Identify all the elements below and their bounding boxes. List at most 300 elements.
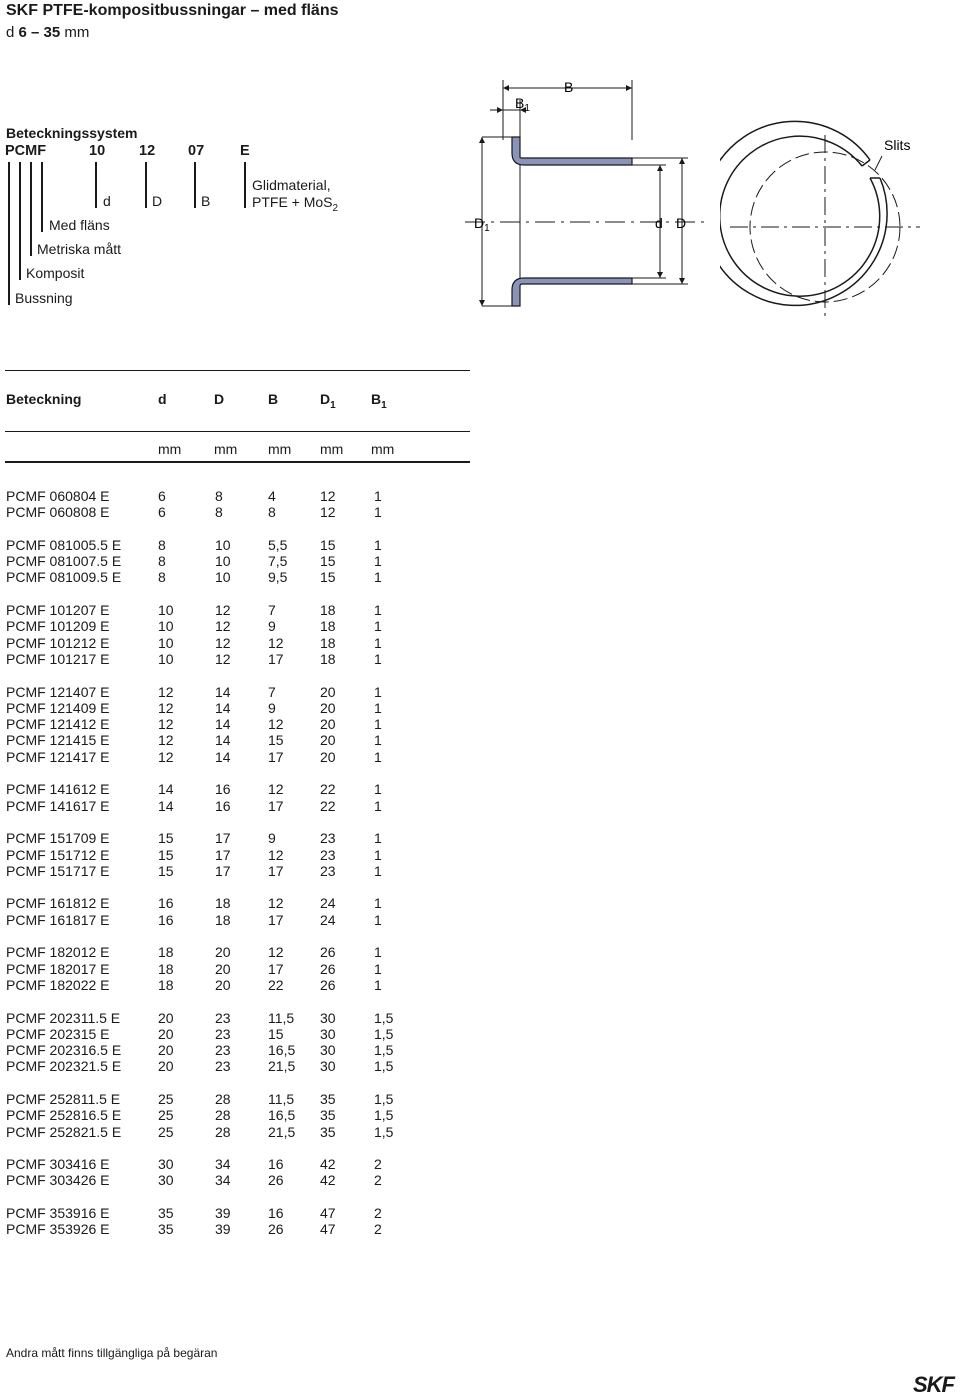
cell-d: 10: [158, 602, 174, 619]
cell-designation: PCMF 121409 E: [6, 699, 110, 716]
cell-d: 18: [158, 960, 174, 977]
cell-B: 12: [268, 634, 284, 651]
cell-d: 12: [158, 683, 174, 700]
cell-B: 22: [268, 976, 284, 993]
cell-B1: 2: [374, 1205, 382, 1222]
cell-D1: 20: [320, 699, 336, 716]
cell-D: 14: [215, 699, 231, 716]
col-header-designation: Beteckning: [6, 391, 82, 407]
cell-B1: 1: [374, 732, 382, 749]
cell-d: 10: [158, 650, 174, 667]
table-row: [6, 569, 393, 585]
cell-B: 7,5: [268, 553, 288, 570]
cell-D: 18: [215, 895, 231, 912]
table-row: [6, 895, 393, 911]
cell-D1: 15: [320, 569, 336, 586]
cell-D1: 20: [320, 748, 336, 765]
cell-D1: 23: [320, 846, 336, 863]
cell-designation: PCMF 161817 E: [6, 911, 110, 928]
cell-D: 14: [215, 683, 231, 700]
cell-D: 23: [215, 1058, 231, 1075]
label-composite: Komposit: [26, 265, 85, 281]
table-row: [6, 847, 393, 863]
table-top-rule: [5, 370, 470, 371]
cell-D1: 42: [320, 1156, 336, 1173]
cell-designation: PCMF 121415 E: [6, 732, 110, 749]
table-row: [6, 1010, 393, 1026]
cell-designation: PCMF 101217 E: [6, 650, 110, 667]
label-D: D: [152, 193, 163, 209]
unit-B1: mm: [371, 441, 395, 457]
code-B: 07: [188, 143, 205, 159]
cell-d: 18: [158, 976, 174, 993]
unit-D1: mm: [320, 441, 344, 457]
cell-D1: 18: [320, 650, 336, 667]
drawing-label-D: D: [676, 215, 687, 231]
cell-designation: PCMF 353916 E: [6, 1205, 110, 1222]
group-spacer: [6, 1140, 393, 1156]
table-row: [6, 732, 393, 748]
cell-B1: 1: [374, 602, 382, 619]
drawing-label-slit: Slits: [884, 137, 911, 153]
table-row: [6, 537, 393, 553]
table-row: [6, 651, 393, 667]
cell-D1: 24: [320, 895, 336, 912]
cell-B1: 1: [374, 553, 382, 570]
bushing-line: [8, 162, 10, 305]
cell-D: 39: [215, 1205, 231, 1222]
col-header-B1: [371, 391, 387, 411]
cell-B: 26: [268, 1172, 284, 1189]
cell-B1: 1: [374, 683, 382, 700]
cell-B1: 1: [374, 846, 382, 863]
cell-designation: PCMF 101207 E: [6, 602, 110, 619]
cell-D: 10: [215, 553, 231, 570]
code-prefix: PCMF: [5, 143, 47, 159]
cell-designation: PCMF 081007.5 E: [6, 553, 122, 570]
cell-D1: 22: [320, 797, 336, 814]
cell-D: 20: [215, 960, 231, 977]
unit-d: mm: [158, 441, 182, 457]
cell-d: 25: [158, 1123, 174, 1140]
cell-D: 17: [215, 846, 231, 863]
cell-d: 12: [158, 699, 174, 716]
label-material: Glidmaterial,: [252, 177, 331, 193]
flange-line: [41, 162, 43, 232]
label-material-2: [252, 194, 338, 214]
cell-designation: PCMF 151717 E: [6, 862, 110, 879]
page-subtitle: [6, 24, 89, 41]
cell-designation: PCMF 151712 E: [6, 846, 110, 863]
cell-B: 12: [268, 781, 284, 798]
material-subscript: 2: [332, 202, 339, 214]
cell-d: 30: [158, 1156, 174, 1173]
cell-D1: 23: [320, 862, 336, 879]
cell-D: 10: [215, 569, 231, 586]
cell-B: 17: [268, 748, 284, 765]
cell-designation: PCMF 101209 E: [6, 618, 110, 635]
cell-D1: 47: [320, 1221, 336, 1238]
drawing-label-D1: $D_1$: [474, 215, 490, 234]
code-d: 10: [89, 143, 106, 159]
cell-designation: PCMF 121412 E: [6, 716, 110, 733]
table-row: [6, 961, 393, 977]
table-row: [6, 912, 393, 928]
cell-D1: 12: [320, 504, 336, 521]
cell-designation: PCMF 252811.5 E: [6, 1090, 121, 1107]
cell-D: 39: [215, 1221, 231, 1238]
label-bushing: Bussning: [15, 290, 73, 306]
cell-D1: 23: [320, 830, 336, 847]
table-row: [6, 1205, 393, 1221]
cell-B: 12: [268, 895, 284, 912]
cell-d: 20: [158, 1009, 174, 1026]
cell-D: 20: [215, 944, 231, 961]
cell-D: 23: [215, 1009, 231, 1026]
table-row: [6, 1172, 393, 1188]
cell-B: 9: [268, 830, 276, 847]
cell-designation: PCMF 202321.5 E: [6, 1058, 122, 1075]
cell-D: 14: [215, 716, 231, 733]
cell-B: 16,5: [268, 1107, 296, 1124]
col-header-B1-sub: 1: [381, 399, 387, 411]
table-row: [6, 749, 393, 765]
unit-B: mm: [268, 441, 292, 457]
group-spacer: [6, 521, 393, 537]
cell-B1: 1: [374, 488, 382, 504]
cell-B1: 1: [374, 504, 382, 521]
cell-B1: 2: [374, 1221, 382, 1238]
cell-d: 25: [158, 1090, 174, 1107]
cell-d: 10: [158, 634, 174, 651]
D-line: [145, 162, 147, 208]
cell-B: 12: [268, 944, 284, 961]
cell-D: 34: [215, 1156, 231, 1173]
cell-designation: PCMF 202311.5 E: [6, 1009, 121, 1026]
cell-B1: 2: [374, 1172, 382, 1189]
col-header-D: D: [214, 391, 225, 407]
cell-designation: PCMF 060804 E: [6, 488, 110, 504]
cell-B1: 1,5: [374, 1123, 394, 1140]
cell-B: 15: [268, 1025, 284, 1042]
cell-B1: 1,5: [374, 1058, 394, 1075]
cell-D1: 30: [320, 1025, 336, 1042]
cell-B1: 2: [374, 1156, 382, 1173]
cell-D1: 18: [320, 618, 336, 635]
cell-d: 12: [158, 748, 174, 765]
cell-B1: 1: [374, 650, 382, 667]
col-header-D1-text: D: [320, 391, 331, 407]
cell-designation: PCMF 121417 E: [6, 748, 110, 765]
cell-d: 16: [158, 895, 174, 912]
cell-designation: PCMF 252821.5 E: [6, 1123, 122, 1140]
cell-D1: 22: [320, 781, 336, 798]
table-row: [6, 1156, 393, 1172]
table-row: [6, 863, 393, 879]
cell-D1: 24: [320, 911, 336, 928]
designation-system-title: Beteckningssystem: [6, 125, 138, 141]
col-header-B1-text: B: [371, 391, 382, 407]
code-D: 12: [139, 143, 156, 159]
subtitle-prefix: d: [6, 24, 15, 41]
cell-designation: PCMF 141612 E: [6, 781, 110, 798]
cell-d: 16: [158, 911, 174, 928]
cell-D1: 30: [320, 1058, 336, 1075]
group-spacer: [6, 814, 393, 830]
cell-D: 12: [215, 618, 231, 635]
cell-designation: PCMF 081009.5 E: [6, 569, 122, 586]
cell-D1: 20: [320, 683, 336, 700]
cell-d: 12: [158, 716, 174, 733]
cell-d: 35: [158, 1221, 174, 1238]
col-header-D1-sub: 1: [330, 399, 336, 411]
cell-B1: 1,5: [374, 1090, 394, 1107]
cell-B: 17: [268, 862, 284, 879]
cell-D: 23: [215, 1042, 231, 1059]
table-row: [6, 553, 393, 569]
cell-D: 18: [215, 911, 231, 928]
cell-B: 26: [268, 1221, 284, 1238]
cell-B: 15: [268, 732, 284, 749]
cell-designation: PCMF 081005.5 E: [6, 536, 122, 553]
cell-B: 9: [268, 618, 276, 635]
end-view-drawing: [720, 120, 955, 330]
cell-B1: 1,5: [374, 1009, 394, 1026]
cell-B: 16,5: [268, 1042, 296, 1059]
cell-D: 17: [215, 862, 231, 879]
cell-B: 21,5: [268, 1123, 296, 1140]
cell-d: 35: [158, 1205, 174, 1222]
cell-B1: 1: [374, 944, 382, 961]
table-units-rule: [5, 461, 470, 463]
table-row: [6, 781, 393, 797]
cell-d: 15: [158, 862, 174, 879]
cell-D: 8: [215, 504, 223, 521]
label-d: d: [103, 193, 111, 209]
cell-D: 28: [215, 1090, 231, 1107]
cell-B1: 1: [374, 536, 382, 553]
col-header-B: B: [268, 391, 279, 407]
cell-D1: 35: [320, 1090, 336, 1107]
unit-D: mm: [214, 441, 238, 457]
cell-D1: 26: [320, 960, 336, 977]
cell-d: 20: [158, 1025, 174, 1042]
cell-d: 8: [158, 569, 166, 586]
code-E: E: [240, 143, 250, 159]
cell-D: 14: [215, 748, 231, 765]
table-row: [6, 1042, 393, 1058]
cell-D: 14: [215, 732, 231, 749]
cell-B: 11,5: [268, 1090, 295, 1107]
cell-D1: 35: [320, 1107, 336, 1124]
drawing-label-B: B: [564, 79, 574, 95]
cell-designation: PCMF 252816.5 E: [6, 1107, 122, 1124]
cell-B: 12: [268, 846, 284, 863]
cell-d: 6: [158, 488, 166, 504]
group-spacer: [6, 993, 393, 1009]
cell-B: 11,5: [268, 1009, 295, 1026]
cell-D: 23: [215, 1025, 231, 1042]
table-row: [6, 1107, 393, 1123]
cell-d: 20: [158, 1058, 174, 1075]
cell-d: 6: [158, 504, 166, 521]
cell-d: 10: [158, 618, 174, 635]
col-header-d: d: [158, 391, 167, 407]
cell-B1: 1: [374, 976, 382, 993]
table-row: [6, 1221, 393, 1237]
section-drawing: [460, 70, 720, 320]
cell-B1: 1: [374, 618, 382, 635]
table-row: [6, 684, 393, 700]
material-line: [244, 162, 246, 208]
table-row: [6, 716, 393, 732]
cell-designation: PCMF 303416 E: [6, 1156, 110, 1173]
cell-D: 28: [215, 1123, 231, 1140]
table-row: [6, 1058, 393, 1074]
cell-designation: PCMF 303426 E: [6, 1172, 110, 1189]
cell-B1: 1,5: [374, 1107, 394, 1124]
cell-d: 12: [158, 732, 174, 749]
cell-D: 12: [215, 602, 231, 619]
group-spacer: [6, 1189, 393, 1205]
cell-B: 9: [268, 699, 276, 716]
cell-B1: 1: [374, 634, 382, 651]
footnote: Andra mått finns tillgängliga på begäran: [6, 1346, 218, 1360]
table-row: [6, 798, 393, 814]
cell-B1: 1: [374, 830, 382, 847]
cell-d: 8: [158, 536, 166, 553]
composite-line: [19, 162, 21, 280]
table-row: [6, 618, 393, 634]
cell-designation: PCMF 101212 E: [6, 634, 110, 651]
cell-D1: 15: [320, 536, 336, 553]
cell-designation: PCMF 182022 E: [6, 976, 110, 993]
cell-designation: PCMF 161812 E: [6, 895, 110, 912]
cell-d: 14: [158, 797, 174, 814]
cell-B: 4: [268, 488, 276, 504]
cell-B1: 1: [374, 797, 382, 814]
cell-d: 18: [158, 944, 174, 961]
cell-D1: 35: [320, 1123, 336, 1140]
cell-designation: PCMF 141617 E: [6, 797, 110, 814]
cell-d: 25: [158, 1107, 174, 1124]
cell-D1: 12: [320, 488, 336, 504]
cell-B1: 1: [374, 911, 382, 928]
cell-d: 15: [158, 830, 174, 847]
cell-designation: PCMF 353926 E: [6, 1221, 110, 1238]
cell-designation: PCMF 060808 E: [6, 504, 110, 521]
table-row: [6, 1091, 393, 1107]
cell-B1: 1: [374, 895, 382, 912]
cell-D: 10: [215, 536, 231, 553]
subtitle-unit: mm: [64, 24, 90, 41]
cell-designation: PCMF 121407 E: [6, 683, 110, 700]
cell-B: 17: [268, 797, 284, 814]
cell-B: 7: [268, 683, 276, 700]
group-spacer: [6, 1075, 393, 1091]
cell-D: 12: [215, 650, 231, 667]
cell-D: 16: [215, 781, 231, 798]
cell-d: 20: [158, 1042, 174, 1059]
cell-D: 17: [215, 830, 231, 847]
cell-designation: PCMF 182012 E: [6, 944, 110, 961]
col-header-D1: [320, 391, 336, 411]
label-B: B: [201, 193, 211, 209]
cell-D1: 26: [320, 944, 336, 961]
group-spacer: [6, 667, 393, 683]
cell-B: 9,5: [268, 569, 288, 586]
drawing-label-B1: $B_1$: [515, 95, 530, 114]
cell-B1: 1: [374, 960, 382, 977]
cell-B1: 1: [374, 781, 382, 798]
cell-d: 15: [158, 846, 174, 863]
d-line: [95, 162, 97, 208]
cell-B: 17: [268, 960, 284, 977]
cell-D: 20: [215, 976, 231, 993]
cell-D1: 20: [320, 732, 336, 749]
cell-B1: 1: [374, 716, 382, 733]
cell-d: 8: [158, 553, 166, 570]
group-spacer: [6, 928, 393, 944]
table-row: [6, 602, 393, 618]
cell-D1: 15: [320, 553, 336, 570]
cell-D1: 18: [320, 602, 336, 619]
table-header-rule: [5, 431, 470, 432]
cell-designation: PCMF 151709 E: [6, 830, 110, 847]
cell-D1: 47: [320, 1205, 336, 1222]
material-text: PTFE + MoS: [252, 194, 333, 210]
cell-D1: 26: [320, 976, 336, 993]
table-row: [6, 977, 393, 993]
cell-B: 21,5: [268, 1058, 296, 1075]
cell-D: 8: [215, 488, 223, 504]
cell-D1: 30: [320, 1042, 336, 1059]
table-row: [6, 1124, 393, 1140]
cell-D1: 18: [320, 634, 336, 651]
cell-B: 17: [268, 911, 284, 928]
cell-B1: 1,5: [374, 1042, 394, 1059]
cell-B: 16: [268, 1156, 284, 1173]
cell-B: 7: [268, 602, 276, 619]
skf-logo: SKF: [913, 1372, 954, 1397]
table-row: [6, 944, 393, 960]
cell-B: 5,5: [268, 536, 288, 553]
cell-B: 16: [268, 1205, 284, 1222]
page-title: SKF PTFE-kompositbussningar – med fläns: [6, 2, 339, 19]
cell-D: 16: [215, 797, 231, 814]
group-spacer: [6, 765, 393, 781]
cell-D: 34: [215, 1172, 231, 1189]
cell-D1: 20: [320, 716, 336, 733]
cell-designation: PCMF 182017 E: [6, 960, 110, 977]
cell-D1: 30: [320, 1009, 336, 1026]
bushing-table: [6, 488, 393, 1238]
cell-B1: 1: [374, 862, 382, 879]
cell-B1: 1: [374, 748, 382, 765]
table-row: [6, 830, 393, 846]
cell-D: 28: [215, 1107, 231, 1124]
table-row: [6, 700, 393, 716]
cell-designation: PCMF 202316.5 E: [6, 1042, 122, 1059]
table-row: [6, 488, 393, 504]
cell-B: 12: [268, 716, 284, 733]
cell-D: 12: [215, 634, 231, 651]
cell-B: 17: [268, 650, 284, 667]
table-row: [6, 1026, 393, 1042]
cell-B1: 1: [374, 569, 382, 586]
label-metric: Metriska mått: [37, 241, 122, 257]
cell-B1: 1,5: [374, 1025, 394, 1042]
